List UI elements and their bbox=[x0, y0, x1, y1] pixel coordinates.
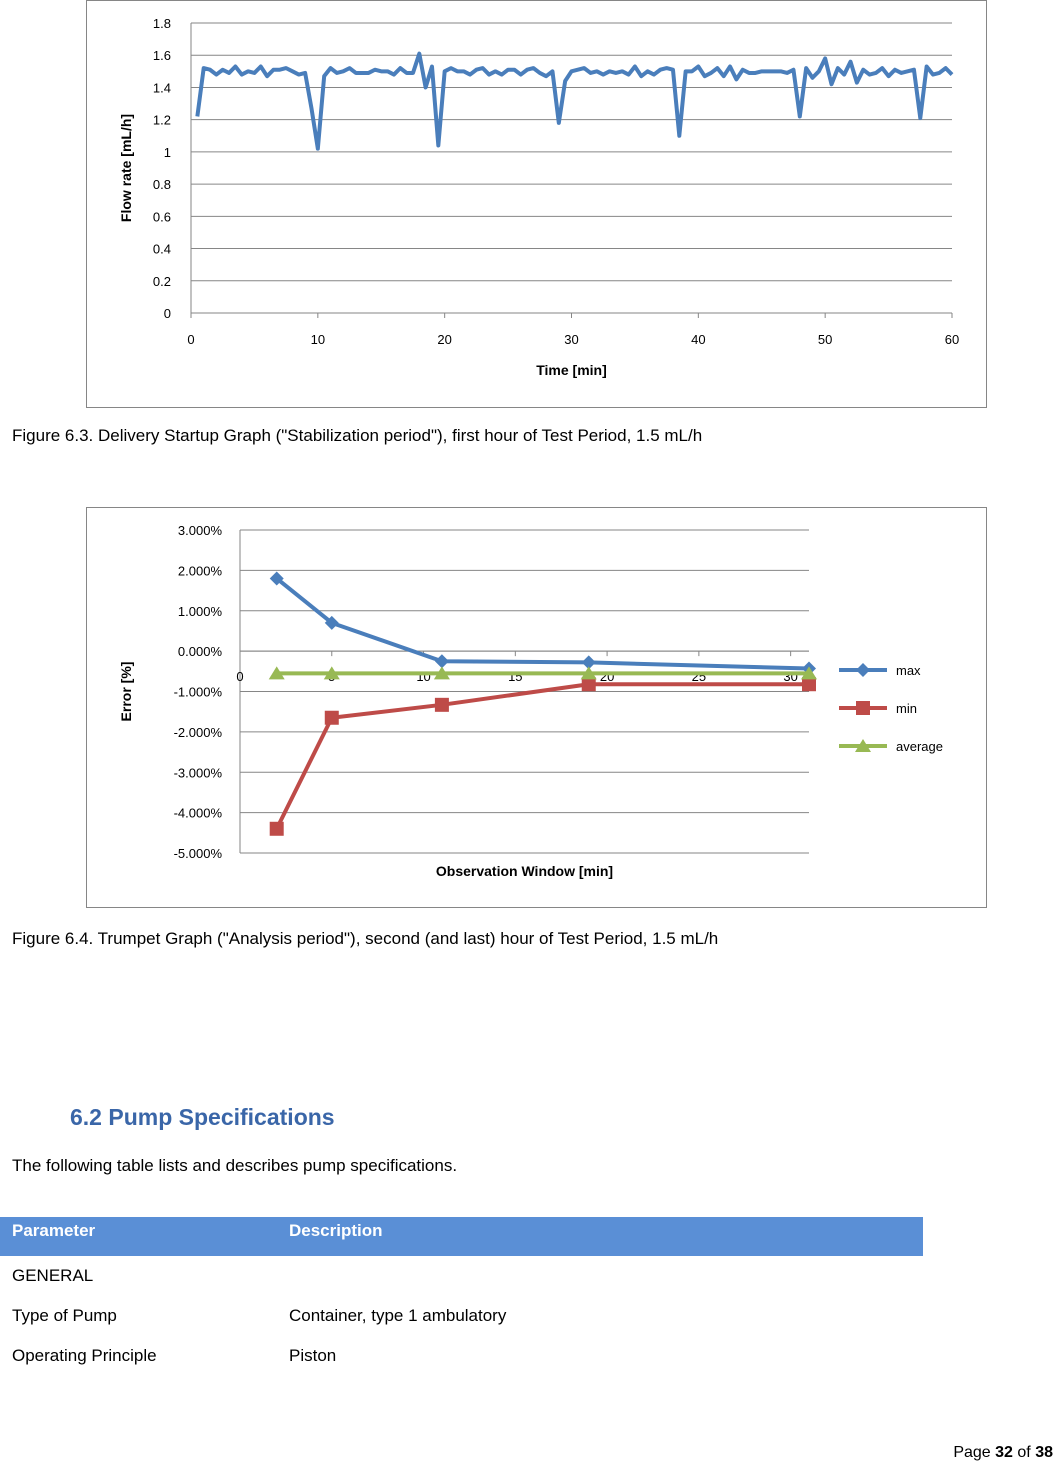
page-number bbox=[953, 1444, 1053, 1462]
y-tick-label: -3.000% bbox=[173, 765, 222, 781]
legend-max-marker bbox=[856, 663, 870, 677]
max-series-line bbox=[277, 578, 809, 668]
y-tick-label: 0.8 bbox=[152, 177, 171, 193]
page-of: of bbox=[1017, 1444, 1031, 1461]
table-row bbox=[0, 1336, 923, 1376]
x-tick-label: 20 bbox=[599, 669, 615, 685]
y-tick-label: -2.000% bbox=[173, 724, 222, 740]
max-data-point bbox=[435, 654, 449, 668]
x-tick-label: 10 bbox=[416, 669, 431, 685]
legend-average-label: average bbox=[896, 739, 943, 754]
x-axis-title: Observation Window [min] bbox=[435, 863, 614, 879]
x-axis-title: Time [min] bbox=[536, 362, 607, 378]
x-tick-label: 50 bbox=[817, 332, 833, 347]
x-tick-label: 0 bbox=[236, 669, 244, 685]
table-row bbox=[0, 1256, 923, 1296]
x-tick-label: 30 bbox=[783, 669, 798, 685]
x-tick-label: 40 bbox=[691, 332, 706, 347]
y-tick-label: 1.2 bbox=[152, 112, 171, 128]
page-total: 38 bbox=[1035, 1444, 1053, 1461]
spec-table-header bbox=[0, 1217, 923, 1256]
min-data-point bbox=[435, 698, 449, 712]
table-row bbox=[0, 1296, 923, 1336]
y-tick-label: 0 bbox=[163, 306, 171, 321]
x-tick-label: 30 bbox=[564, 332, 579, 347]
header-description: Description bbox=[289, 1221, 383, 1240]
section-intro: The following table lists and describes pump specifications. bbox=[12, 1156, 458, 1175]
min-data-point bbox=[582, 677, 596, 691]
page-current: 32 bbox=[995, 1444, 1013, 1461]
legend-min-label: min bbox=[896, 701, 917, 716]
y-axis-title: Error [%] bbox=[118, 661, 134, 722]
flow-rate-series-line bbox=[197, 54, 952, 149]
flow-rate-chart bbox=[86, 0, 987, 408]
y-axis-title: Flow rate [mL/h] bbox=[118, 113, 134, 223]
y-tick-label: -5.000% bbox=[173, 846, 222, 861]
x-tick-label: 10 bbox=[310, 332, 326, 347]
x-tick-label: 25 bbox=[691, 669, 707, 685]
y-tick-label: 3.000% bbox=[177, 523, 222, 538]
y-tick-label: -1.000% bbox=[173, 684, 222, 700]
y-tick-label: 0.4 bbox=[152, 241, 171, 257]
page-prefix: Page bbox=[953, 1444, 991, 1461]
min-series-line bbox=[277, 684, 809, 829]
y-tick-label: 0.6 bbox=[152, 209, 171, 225]
x-tick-label: 15 bbox=[508, 669, 523, 685]
min-data-point bbox=[270, 822, 284, 836]
y-tick-label: 0.2 bbox=[152, 273, 171, 289]
y-tick-label: 1 bbox=[163, 144, 171, 160]
figure-caption-6-4: Figure 6.4. Trumpet Graph ("Analysis period"), second (and last) hour of Test Period, 1.5 mL/h bbox=[12, 929, 719, 948]
y-tick-label: 1.8 bbox=[152, 16, 171, 31]
y-tick-label: 1.000% bbox=[177, 603, 222, 619]
row-parameter: GENERAL bbox=[12, 1266, 94, 1285]
y-tick-label: -4.000% bbox=[173, 805, 222, 821]
x-tick-label: 20 bbox=[437, 332, 452, 347]
x-tick-label: 60 bbox=[944, 332, 960, 347]
x-tick-label: 0 bbox=[187, 332, 195, 347]
y-tick-label: 1.4 bbox=[152, 80, 171, 96]
row-parameter: Operating Principle bbox=[12, 1346, 157, 1365]
figure-caption-6-3: Figure 6.3. Delivery Startup Graph ("Stabilization period"), first hour of Test Period, 1.5 mL/h bbox=[12, 426, 703, 445]
trumpet-chart bbox=[86, 507, 987, 908]
min-data-point bbox=[802, 677, 816, 691]
legend-min-marker bbox=[856, 701, 870, 715]
flow-rate-chart-svg bbox=[87, 1, 986, 407]
trumpet-chart-svg bbox=[87, 508, 986, 907]
legend-max-label: max bbox=[896, 663, 921, 678]
row-description: Container, type 1 ambulatory bbox=[289, 1306, 507, 1325]
row-parameter: Type of Pump bbox=[12, 1306, 117, 1325]
min-data-point bbox=[325, 711, 339, 725]
row-description: Piston bbox=[289, 1346, 337, 1365]
y-tick-label: 1.6 bbox=[152, 48, 171, 64]
y-tick-label: 2.000% bbox=[177, 563, 222, 579]
spec-table bbox=[0, 1217, 923, 1376]
header-parameter: Parameter bbox=[12, 1221, 96, 1240]
y-tick-label: 0.000% bbox=[177, 644, 222, 660]
section-heading: 6.2 Pump Specifications bbox=[70, 1104, 335, 1130]
